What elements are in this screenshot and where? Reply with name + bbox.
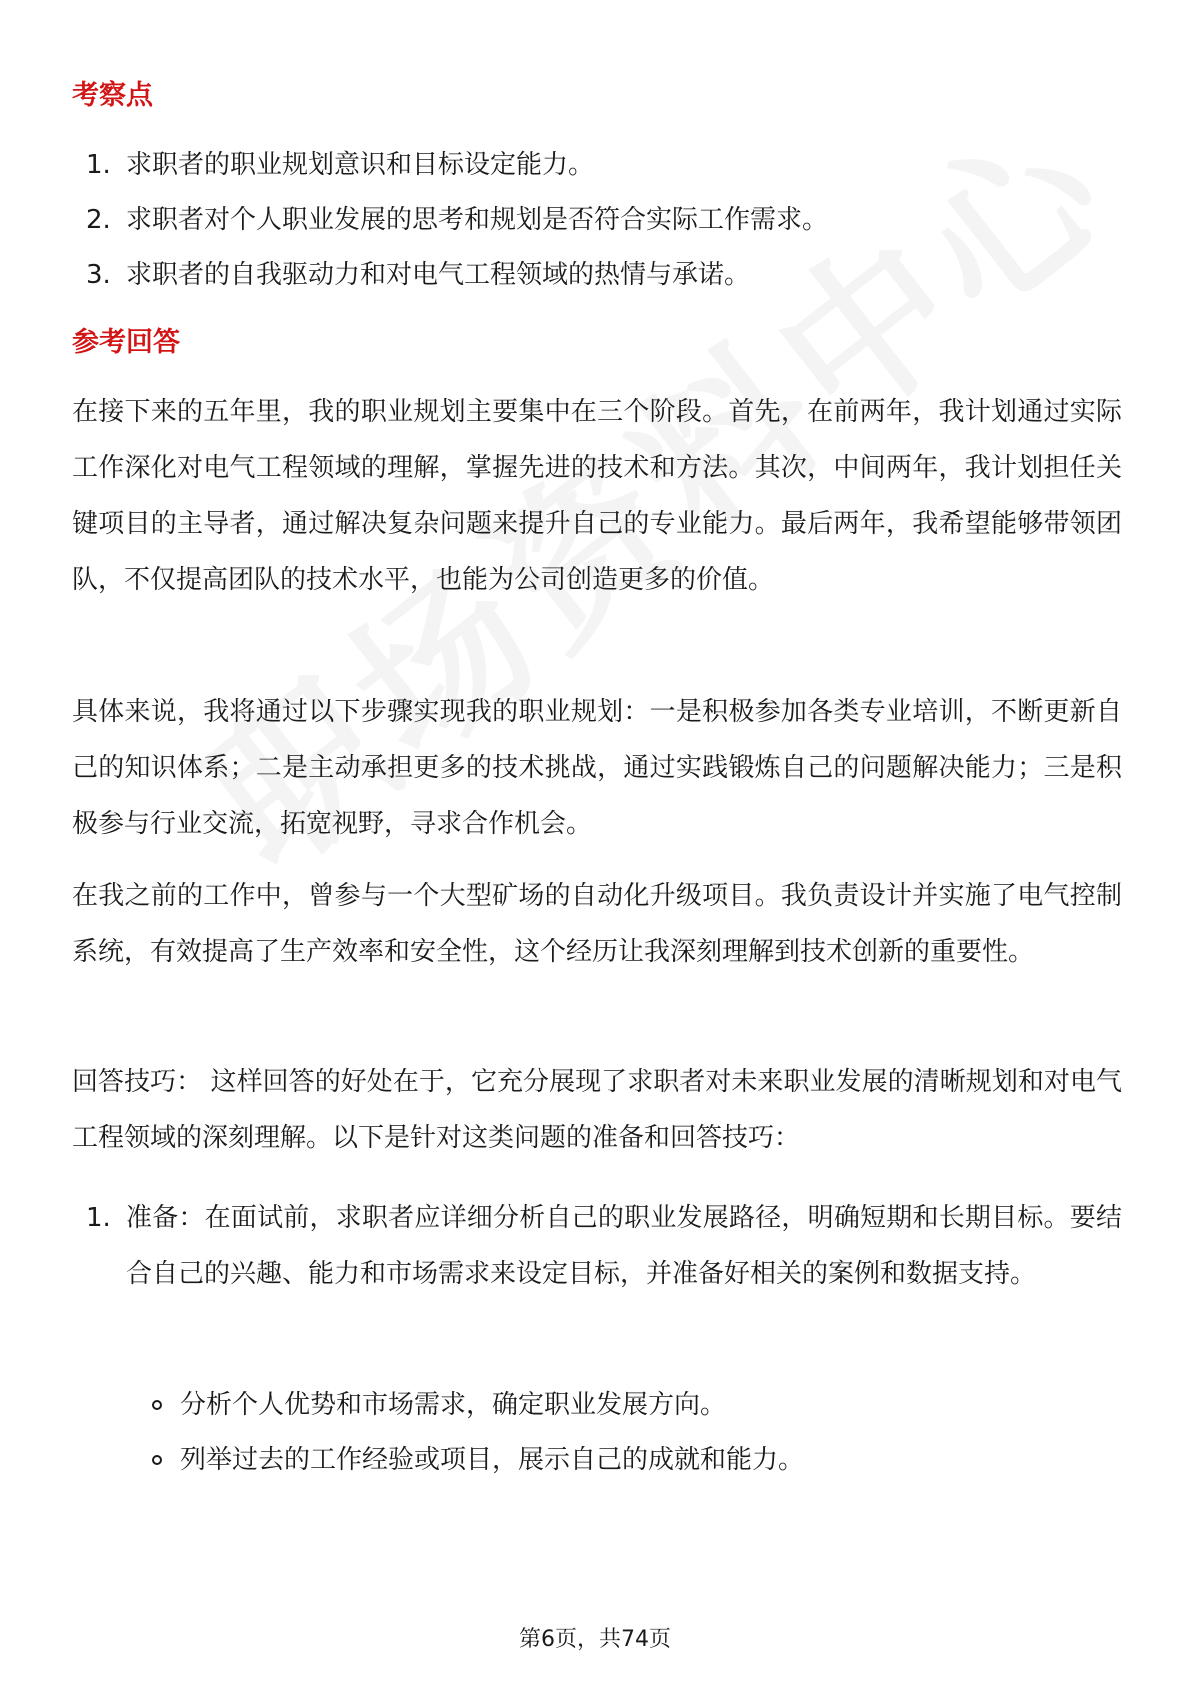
evaluation-points-list <box>72 138 1122 303</box>
section-heading-reference-answer: 参考回答 <box>72 327 180 358</box>
list-text: 求职者对个人职业发展的思考和规划是否符合实际工作需求。 <box>126 205 829 235</box>
list-text: 求职者的职业规划意识和目标设定能力。 <box>126 150 595 180</box>
answer-tips-intro: 回答技巧： 这样回答的好处在于，它充分展现了求职者对未来职业发展的清晰规划和对电气工程领域的深刻理解。以下是针对这类问题的准备和回答技巧： <box>72 1067 1122 1153</box>
list-number: 1. <box>86 1203 111 1233</box>
answer-paragraph-2: 具体来说，我将通过以下步骤实现我的职业规划：一是积极参加各类专业培训，不断更新自己的知识体系；二是主动承担更多的技术挑战，通过实践锻炼自己的问题解决能力；三是积极参与行业交流，拓宽视野，寻求合作机会。 <box>72 697 1122 839</box>
sub-list-text: 分析个人优势和市场需求，确定职业发展方向。 <box>180 1390 727 1420</box>
list-number: 3. <box>86 260 111 290</box>
answer-paragraph-1: 在接下来的五年里，我的职业规划主要集中在三个阶段。首先，在前两年，我计划通过实际工作深化对电气工程领域的理解，掌握先进的技术和方法。其次，中间两年，我计划担任关键项目的主导者，通过解决复杂问题来提升自己的专业能力。最后两年，我希望能够带领团队，不仅提高团队的技术水平，也能为公司创造更多的价值。 <box>72 397 1122 595</box>
section-heading-evaluation-points: 考察点 <box>72 80 153 111</box>
tips-sub-list <box>72 1378 1122 1488</box>
list-item <box>72 138 1122 193</box>
tips-list <box>72 1190 1122 1302</box>
page-number-footer: 第6页，共74页 <box>519 1627 671 1652</box>
list-item <box>72 1190 1122 1302</box>
list-text: 求职者的自我驱动力和对电气工程领域的热情与承诺。 <box>126 260 751 290</box>
list-item <box>72 193 1122 248</box>
list-number: 2. <box>86 205 111 235</box>
list-text: 准备：在面试前，求职者应详细分析自己的职业发展路径，明确短期和长期目标。要结合自己的兴趣、能力和市场需求来设定目标，并准备好相关的案例和数据支持。 <box>126 1203 1122 1289</box>
sub-list-text: 列举过去的工作经验或项目，展示自己的成就和能力。 <box>180 1445 805 1475</box>
sub-list-item <box>72 1433 1122 1488</box>
answer-paragraph-3: 在我之前的工作中，曾参与一个大型矿场的自动化升级项目。我负责设计并实施了电气控制系统，有效提高了生产效率和安全性，这个经历让我深刻理解到技术创新的重要性。 <box>72 881 1122 967</box>
list-item <box>72 248 1122 303</box>
list-number: 1. <box>86 150 111 180</box>
sub-list-item <box>72 1378 1122 1433</box>
bullet-circle-icon <box>152 1455 162 1465</box>
bullet-circle-icon <box>152 1400 162 1410</box>
